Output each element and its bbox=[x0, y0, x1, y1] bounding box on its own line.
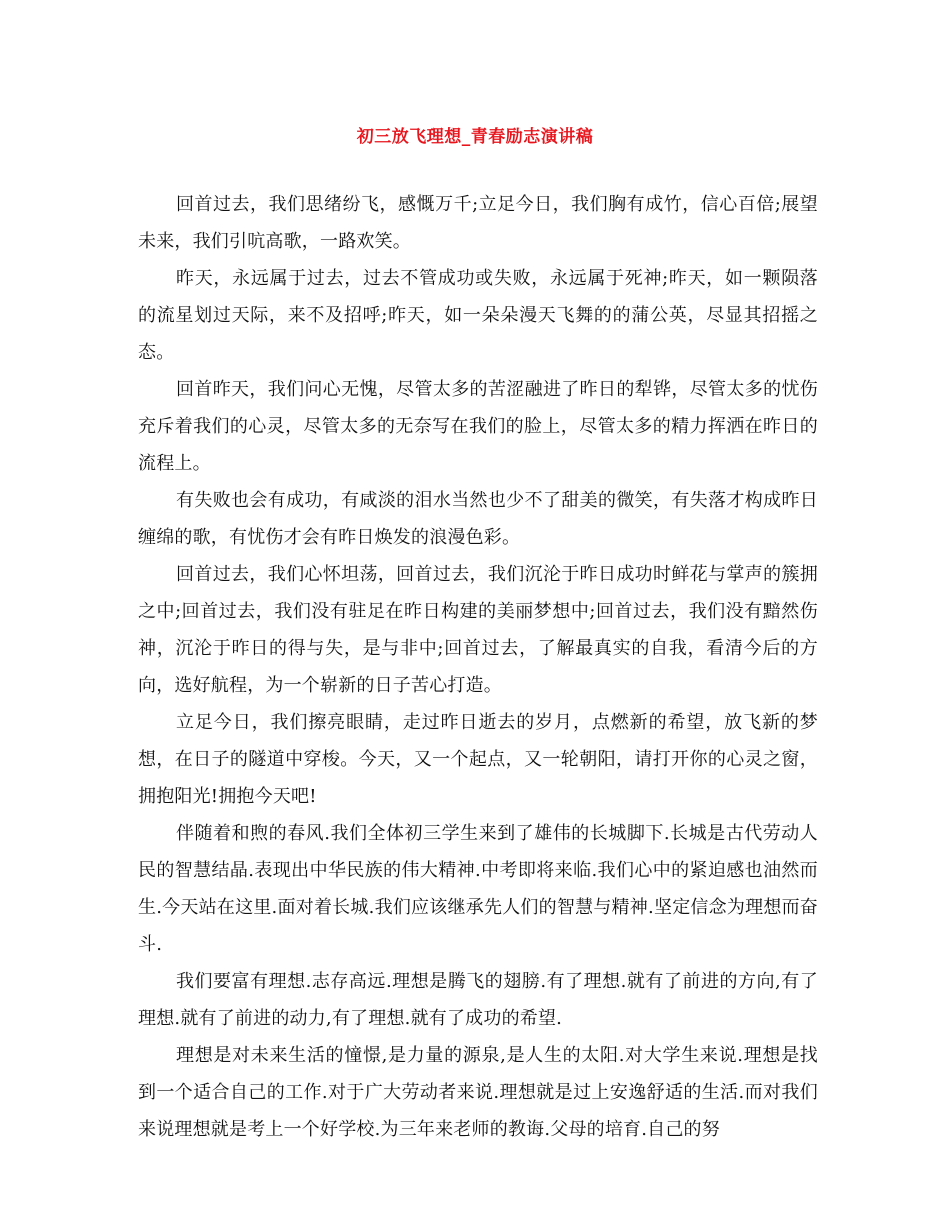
paragraph-6: 立足今日，我们擦亮眼睛，走过昨日逝去的岁月，点燃新的希望，放飞新的梦想，在日子的隧道中穿梭。今天，又一个起点，又一轮朝阳，请打开你的心灵之窗，拥抱阳光!拥抱今天吧! bbox=[138, 712, 818, 807]
paragraph-1: 回首过去，我们思绪纷飞，感慨万千;立足今日，我们胸有成竹，信心百倍;展望未来，我们引吭高歌，一路欢笑。 bbox=[138, 194, 818, 252]
paragraph-3: 回首昨天，我们问心无愧，尽管太多的苦涩融进了昨日的犁铧，尽管太多的忧伤充斥着我们的心灵，尽管太多的无奈写在我们的脸上，尽管太多的精力挥洒在昨日的流程上。 bbox=[138, 379, 818, 474]
paragraph-5: 回首过去，我们心怀坦荡，回首过去，我们沉沦于昨日成功时鲜花与掌声的簇拥之中;回首过去，我们没有驻足在昨日构建的美丽梦想中;回首过去，我们没有黯然伤神，沉沦于昨日的得与失，是与非中;回首过去，了解最真实的自我，看清今后的方向，选好航程，为一个崭新的日子苦心打造。 bbox=[138, 564, 818, 696]
paragraph-4: 有失败也会有成功，有咸淡的泪水当然也少不了甜美的微笑，有失落才构成昨日缠绵的歌，有忧伤才会有昨日焕发的浪漫色彩。 bbox=[138, 490, 818, 548]
document-body bbox=[138, 186, 818, 1148]
document-title: 初三放飞理想_青春励志演讲稿 bbox=[356, 127, 594, 147]
paragraph-7: 伴随着和煦的春风.我们全体初三学生来到了雄伟的长城脚下.长城是古代劳动人民的智慧结晶.表现出中华民族的伟大精神.中考即将来临.我们心中的紧迫感也油然而生.今天站在这里.面对着长城.我们应该继承先人们的智慧与精神.坚定信念为理想而奋斗. bbox=[138, 823, 818, 955]
paragraph-9: 理想是对未来生活的憧憬,是力量的源泉,是人生的太阳.对大学生来说.理想是找到一个适合自己的工作.对于广大劳动者来说.理想就是过上安逸舒适的生活.而对我们来说理想就是考上一个好学校.为三年来老师的教诲.父母的培育.自己的努 bbox=[138, 1045, 818, 1140]
paragraph-2: 昨天，永远属于过去，过去不管成功或失败，永远属于死神;昨天，如一颗陨落的流星划过天际，来不及招呼;昨天，如一朵朵漫天飞舞的的蒲公英，尽显其招摇之态。 bbox=[138, 268, 818, 363]
paragraph-8: 我们要富有理想.志存高远.理想是腾飞的翅膀.有了理想.就有了前进的方向,有了理想.就有了前进的动力,有了理想.就有了成功的希望. bbox=[138, 971, 818, 1029]
